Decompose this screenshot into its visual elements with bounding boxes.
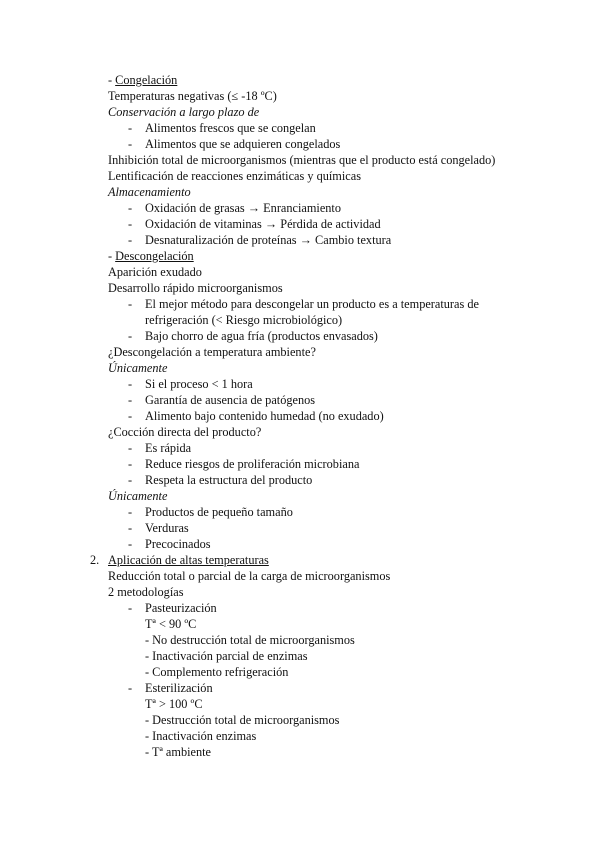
inhibicion-text: Inhibición total de microorganismos (mientras que el producto está congelado) — [108, 153, 496, 167]
list-bullet: - — [128, 473, 133, 487]
list-item: Oxidación de vitaminas → Pérdida de actividad — [145, 217, 381, 231]
list-item: Alimento bajo contenido humedad (no exudado) — [145, 409, 384, 423]
list-item: Oxidación de grasas → Enranciamiento — [145, 201, 341, 215]
esterilizacion-label: Esterilización — [145, 681, 213, 695]
coccion-question: ¿Cocción directa del producto? — [108, 425, 262, 439]
metodologias-text: 2 metodologías — [108, 585, 184, 599]
list-item: - Inactivación parcial de enzimas — [145, 649, 308, 663]
list-item: - Inactivación enzimas — [145, 729, 257, 743]
lentificacion-text: Lentificación de reacciones enzimáticas y químicas — [108, 169, 361, 183]
list-item: Productos de pequeño tamaño — [145, 505, 293, 519]
list-item: - Tª ambiente — [145, 745, 211, 759]
unicamente-label: Únicamente — [108, 489, 168, 503]
desarrollo-text: Desarrollo rápido microorganismos — [108, 281, 283, 295]
list-bullet: - — [128, 457, 133, 471]
list-item: Alimentos que se adquieren congelados — [145, 137, 341, 151]
list-bullet: - — [128, 137, 133, 151]
descongelacion-heading: Descongelación — [115, 249, 194, 263]
congelacion-temp: Temperaturas negativas (≤ -18 ºC) — [108, 89, 277, 103]
esterilizacion-temp: Tª > 100 ºC — [145, 697, 203, 711]
list-bullet: - — [128, 681, 133, 695]
ambiente-question: ¿Descongelación a temperatura ambiente? — [108, 345, 316, 359]
list-item: Es rápida — [145, 441, 192, 455]
list-bullet: - — [128, 441, 133, 455]
list-bullet: - — [128, 601, 133, 615]
list-item: El mejor método para descongelar un producto es a temperaturas de — [145, 297, 479, 311]
list-bullet: - — [128, 537, 133, 551]
list-bullet: - — [128, 377, 133, 391]
descongelacion-heading-line — [108, 249, 194, 264]
list-bullet: - — [128, 393, 133, 407]
list-item: Precocinados — [145, 537, 211, 551]
list-bullet: - — [128, 233, 133, 247]
list-bullet: - — [128, 329, 133, 343]
list-bullet: - — [128, 297, 133, 311]
reduccion-text: Reducción total o parcial de la carga de microorganismos — [108, 569, 391, 583]
list-item: Reduce riesgos de proliferación microbiana — [145, 457, 360, 471]
list-item: Bajo chorro de agua fría (productos envasados) — [145, 329, 378, 343]
list-bullet: - — [128, 505, 133, 519]
list-item: Desnaturalización de proteínas → Cambio textura — [145, 233, 392, 247]
list-bullet: - — [128, 217, 133, 231]
list-item-continuation: refrigeración (< Riesgo microbiológico) — [145, 313, 343, 327]
unicamente-label: Únicamente — [108, 361, 168, 375]
altas-temperaturas-heading: Aplicación de altas temperaturas — [108, 553, 269, 567]
pasteurizacion-temp: Tª < 90 ºC — [145, 617, 197, 631]
list-item: - Destrucción total de microorganismos — [145, 713, 340, 727]
congelacion-prefix: - — [108, 73, 116, 87]
conservacion-label: Conservación a largo plazo de — [108, 105, 260, 119]
list-bullet: - — [128, 201, 133, 215]
list-bullet: - — [128, 121, 133, 135]
aparicion-text: Aparición exudado — [108, 265, 202, 279]
list-item: - Complemento refrigeración — [145, 665, 289, 679]
list-bullet: - — [128, 521, 133, 535]
almacenamiento-label: Almacenamiento — [108, 185, 191, 199]
congelacion-heading: Congelación — [115, 73, 178, 87]
descongelacion-prefix: - — [108, 249, 116, 263]
list-item: Respeta la estructura del producto — [145, 473, 313, 487]
pasteurizacion-label: Pasteurización — [145, 601, 217, 615]
list-item: Si el proceso < 1 hora — [145, 377, 253, 391]
list-item: - No destrucción total de microorganismos — [145, 633, 355, 647]
list-item: Garantía de ausencia de patógenos — [145, 393, 316, 407]
congelacion-heading-line — [108, 73, 177, 88]
list-bullet: - — [128, 409, 133, 423]
list-item: Verduras — [145, 521, 189, 535]
list-item: Alimentos frescos que se congelan — [145, 121, 316, 135]
section-number: 2. — [90, 553, 100, 567]
